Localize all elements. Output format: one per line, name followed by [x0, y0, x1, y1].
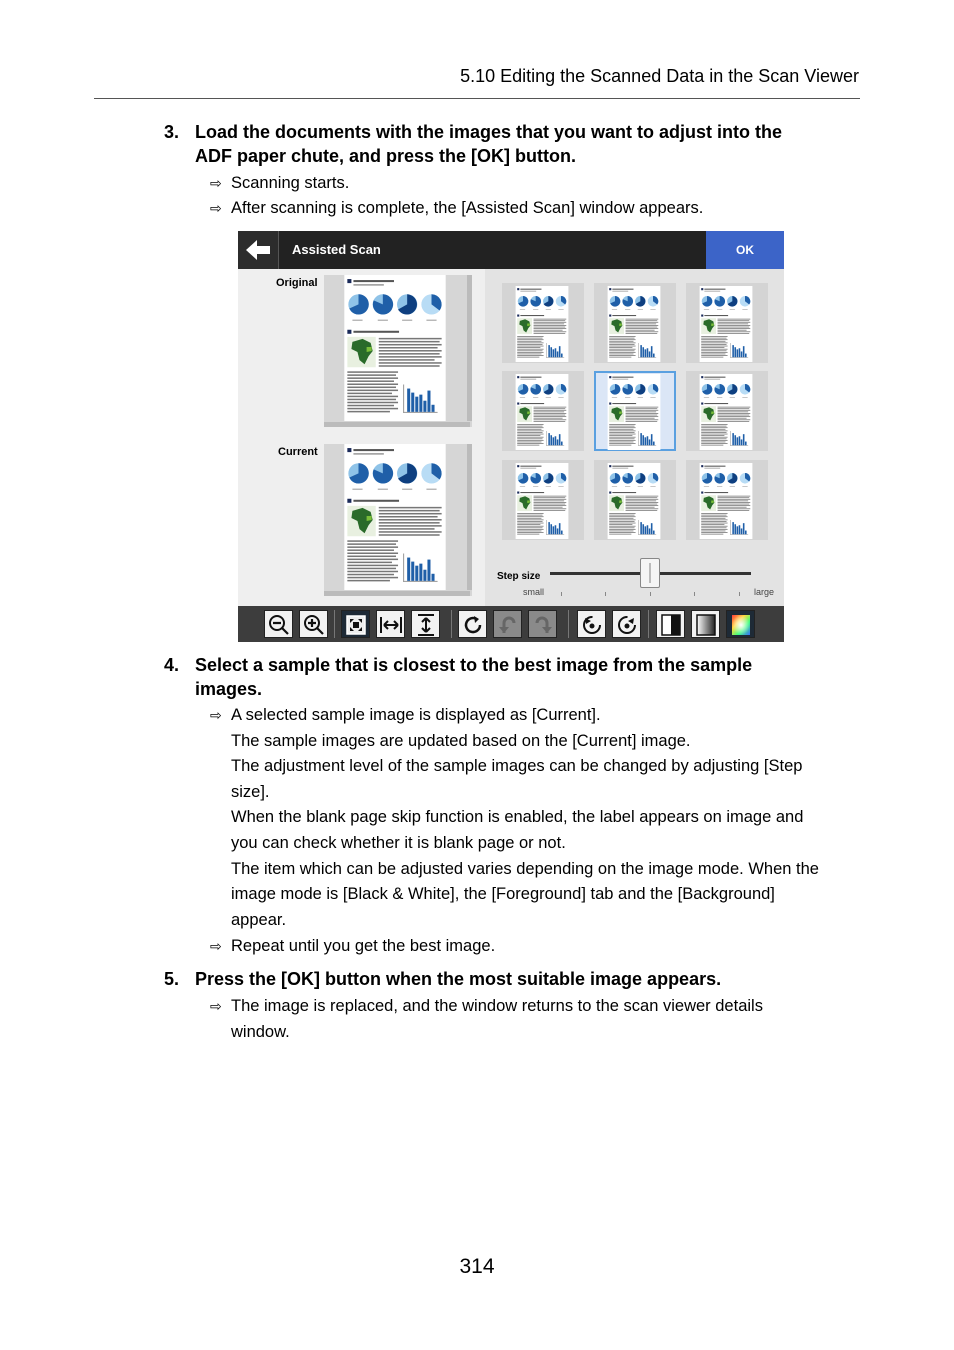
sample-image[interactable]: [686, 371, 768, 451]
zoom-out-icon: [267, 613, 291, 637]
back-arrow-icon: [246, 240, 270, 260]
sample-page-image: [515, 463, 569, 539]
redo-button[interactable]: [528, 610, 557, 638]
rotate-icon: [461, 613, 485, 637]
step-size-label: Step size: [497, 571, 541, 582]
sample-image[interactable]: [594, 460, 676, 540]
deskew-right-icon: [615, 613, 639, 637]
sample-page-image: [607, 374, 661, 450]
deskew-right-button[interactable]: [612, 610, 641, 638]
result-arrow-icon: ⇨: [210, 175, 222, 191]
sample-page-image: [699, 463, 753, 539]
page-image: [344, 275, 446, 421]
page-image: [344, 444, 446, 590]
sample-page-image: [699, 286, 753, 362]
step-number: 3.: [164, 122, 180, 142]
step-number: 5.: [164, 969, 180, 989]
slider-tick: [561, 592, 562, 596]
sample-panel: [485, 269, 784, 606]
ok-button[interactable]: OK: [706, 231, 784, 269]
grayscale-icon: [694, 613, 718, 637]
sample-page-image: [607, 286, 661, 362]
sample-page-image: [515, 286, 569, 362]
horizontal-scrollbar[interactable]: [324, 422, 470, 427]
zoom-out-button[interactable]: [264, 610, 293, 638]
sample-page-image: [515, 374, 569, 450]
grayscale-mode-button[interactable]: [691, 610, 720, 638]
result-arrow-icon: ⇨: [210, 998, 222, 1014]
sample-image[interactable]: [686, 460, 768, 540]
sample-image[interactable]: [594, 283, 676, 363]
window-title: Assisted Scan: [292, 242, 381, 257]
large-label: large: [754, 587, 775, 597]
step-size-slider-thumb[interactable]: [640, 558, 660, 588]
current-preview[interactable]: [324, 444, 472, 596]
preview-panel: [238, 269, 485, 606]
original-label: Original: [276, 277, 318, 289]
header-rule: [94, 98, 860, 99]
horizontal-scrollbar[interactable]: [324, 591, 470, 596]
color-mode-button[interactable]: [726, 610, 755, 638]
sample-image[interactable]: [502, 371, 584, 451]
back-button[interactable]: [238, 231, 279, 269]
slider-tick: [650, 592, 651, 596]
deskew-left-button[interactable]: [577, 610, 606, 638]
sample-image[interactable]: [594, 371, 676, 451]
page-number: 314: [459, 1255, 495, 1278]
vertical-scrollbar[interactable]: [467, 444, 472, 590]
slider-tick: [739, 592, 740, 596]
sample-image[interactable]: [502, 460, 584, 540]
slider-tick: [605, 592, 606, 596]
result-arrow-icon: ⇨: [210, 707, 222, 723]
slider-tick: [694, 592, 695, 596]
undo-button[interactable]: [493, 610, 522, 638]
result-arrow-icon: ⇨: [210, 200, 222, 216]
step-text: Select a sample that is closest to the best image from the sample images.: [195, 655, 753, 699]
fit-page-button[interactable]: [341, 610, 370, 638]
assisted-scan-window: [238, 231, 784, 642]
black-white-icon: [659, 613, 683, 637]
result-arrow-icon: ⇨: [210, 938, 222, 954]
zoom-in-button[interactable]: [299, 610, 328, 638]
fit-height-icon: [414, 613, 438, 637]
current-label: Current: [278, 446, 318, 458]
black-white-mode-button[interactable]: [656, 610, 685, 638]
toolbar: [238, 606, 784, 642]
rotate-button[interactable]: [458, 610, 487, 638]
fit-height-button[interactable]: [411, 610, 440, 638]
undo-icon: [496, 613, 520, 637]
redo-icon: [531, 613, 555, 637]
fit-width-icon: [379, 613, 403, 637]
header-title: 5.10 Editing the Scanned Data in the Scan Viewer: [460, 66, 859, 86]
small-label: small: [523, 587, 545, 597]
step-text: Load the documents with the images that you want to adjust into the ADF paper chute, and press the [OK] button.: [195, 122, 783, 166]
sample-image[interactable]: [686, 283, 768, 363]
title-bar: [238, 231, 784, 269]
fit-page-icon: [344, 613, 368, 637]
sample-page-image: [699, 374, 753, 450]
fit-width-button[interactable]: [376, 610, 405, 638]
original-preview[interactable]: [324, 275, 472, 427]
vertical-scrollbar[interactable]: [467, 275, 472, 421]
deskew-left-icon: [580, 613, 604, 637]
sample-image[interactable]: [502, 283, 584, 363]
sample-page-image: [607, 463, 661, 539]
color-icon: [729, 613, 753, 637]
zoom-in-icon: [302, 613, 326, 637]
step-number: 4.: [164, 655, 180, 675]
step-text: Press the [OK] button when the most suitable image appears.: [195, 969, 722, 989]
